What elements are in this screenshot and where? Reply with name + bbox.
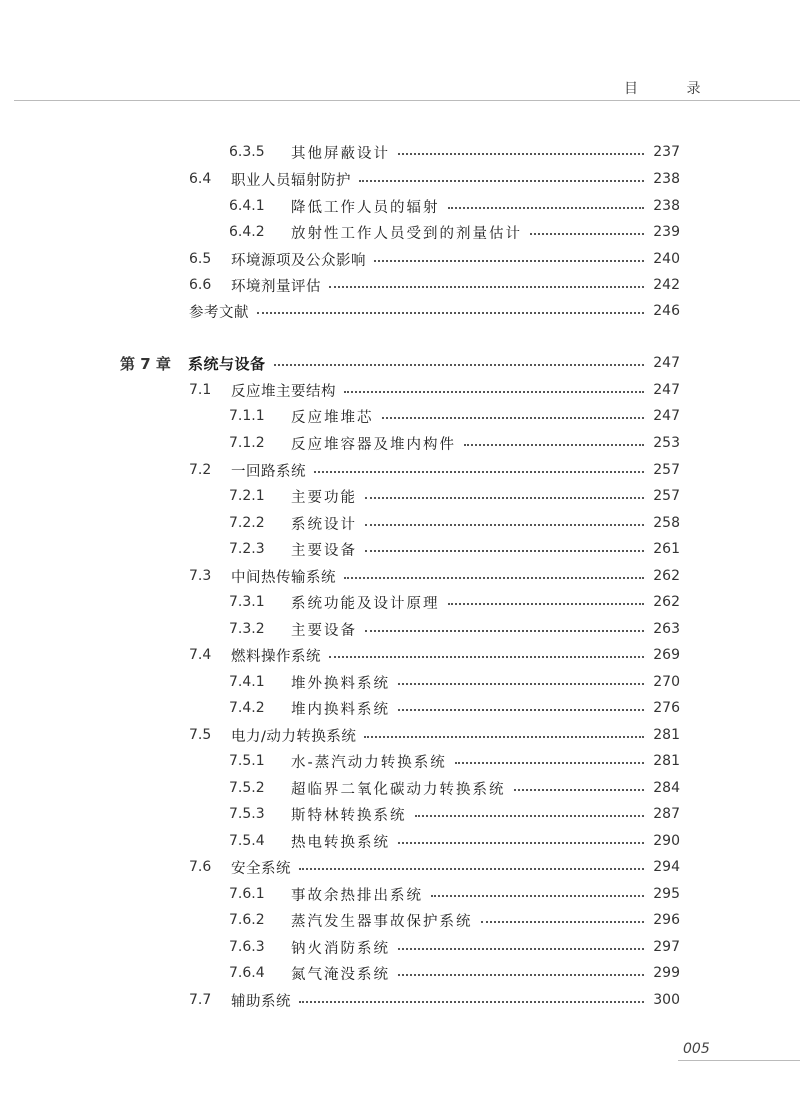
toc-entry-page: 276 <box>653 700 680 716</box>
toc-entry-number: 7.6.3 <box>229 939 265 955</box>
toc-entry-number: 7.6.2 <box>229 912 265 928</box>
toc-entry-title: 其他屏蔽设计 <box>291 145 390 162</box>
toc-entry-page: 284 <box>653 780 680 796</box>
dot-leader <box>398 683 644 685</box>
toc-entry-page: 247 <box>653 382 680 398</box>
toc-entry-number: 7.2.2 <box>229 515 265 531</box>
toc-entry-number: 7.3 <box>189 568 212 584</box>
toc-entry-page: 238 <box>653 171 680 187</box>
toc-entry <box>229 139 680 165</box>
toc-entry-number: 7.4.2 <box>229 700 265 716</box>
toc-entry <box>120 350 680 376</box>
toc-entry-page: 247 <box>653 408 680 424</box>
dot-leader <box>344 391 644 393</box>
toc-entry-page: 287 <box>653 806 680 822</box>
toc-entry-title: 反应堆堆芯 <box>291 409 374 426</box>
dot-leader <box>329 286 644 288</box>
toc-entry-number: 7.5 <box>189 727 212 743</box>
toc-entry-title: 堆外换料系统 <box>291 675 390 692</box>
toc-entry <box>189 246 680 272</box>
running-header-title: 目 录 <box>624 81 723 97</box>
toc-entry-number: 7.5.3 <box>229 806 265 822</box>
toc-entry-title: 氮气淹没系统 <box>291 966 390 983</box>
toc-entry-number: 7.1 <box>189 382 212 398</box>
toc-entry-title: 事故余热排出系统 <box>291 887 423 904</box>
toc-entry-title: 系统设计 <box>291 516 357 533</box>
toc-entry-number: 7.3.2 <box>229 621 265 637</box>
toc-entry-page: 281 <box>653 753 680 769</box>
dot-leader <box>398 974 644 976</box>
toc-entry <box>189 457 680 483</box>
toc-entry-title: 反应堆主要结构 <box>231 383 336 400</box>
toc-entry <box>229 907 680 933</box>
toc-entry-page: 269 <box>653 647 680 663</box>
dot-leader <box>359 180 644 182</box>
toc-entry-number: 7.1.2 <box>229 435 265 451</box>
dot-leader <box>382 417 645 419</box>
toc-entry <box>229 403 680 429</box>
toc-entry <box>229 483 680 509</box>
dot-leader <box>374 260 644 262</box>
toc-entry <box>189 377 680 403</box>
toc-entry-page: 239 <box>653 224 680 240</box>
toc-entry-title: 参考文献 <box>189 304 249 321</box>
toc-entry <box>229 775 680 801</box>
toc-entry-page: 262 <box>653 568 680 584</box>
toc-entry <box>189 298 680 324</box>
dot-leader <box>314 471 644 473</box>
toc-entry <box>229 828 680 854</box>
toc-entry-title: 安全系统 <box>231 860 291 877</box>
toc-entry-page: 299 <box>653 965 680 981</box>
toc-entry-number: 7.6 <box>189 859 212 875</box>
toc-entry <box>229 881 680 907</box>
dot-leader <box>398 948 644 950</box>
toc-entry-number: 6.3.5 <box>229 144 265 160</box>
page-number: 005 <box>683 1041 710 1057</box>
toc-entry <box>229 695 680 721</box>
dot-leader <box>398 842 644 844</box>
toc-entry-number: 7.7 <box>189 992 212 1008</box>
toc-entry-number: 7.6.1 <box>229 886 265 902</box>
toc-entry-page: 257 <box>653 462 680 478</box>
toc-entry-page: 257 <box>653 488 680 504</box>
dot-leader <box>365 497 644 499</box>
toc-entry-title: 钠火消防系统 <box>291 940 390 957</box>
toc-entry <box>229 748 680 774</box>
toc-entry-page: 300 <box>653 992 680 1008</box>
dot-leader <box>257 312 644 314</box>
dot-leader <box>448 207 645 209</box>
toc-entry-page: 270 <box>653 674 680 690</box>
dot-leader <box>274 364 644 366</box>
dot-leader <box>415 815 645 817</box>
dot-leader <box>365 524 644 526</box>
toc-entry-title: 系统功能及设计原理 <box>291 595 440 612</box>
toc-entry-page: 253 <box>653 435 680 451</box>
toc-entry <box>189 272 680 298</box>
toc-entry <box>229 430 680 456</box>
dot-leader <box>329 656 644 658</box>
toc-entry-page: 242 <box>653 277 680 293</box>
toc-entry-title: 主要设备 <box>291 622 357 639</box>
toc-entry <box>229 960 680 986</box>
dot-leader <box>398 709 644 711</box>
dot-leader <box>364 736 644 738</box>
toc-entry-title: 一回路系统 <box>231 463 306 480</box>
toc-entry-number: 7.5.1 <box>229 753 265 769</box>
toc-entry-title: 堆内换料系统 <box>291 701 390 718</box>
toc-entry-page: 281 <box>653 727 680 743</box>
dot-leader <box>514 789 645 791</box>
dot-leader <box>299 868 644 870</box>
toc-entry-number: 7.2 <box>189 462 212 478</box>
toc-entry <box>189 854 680 880</box>
toc-entry-number: 6.4.2 <box>229 224 265 240</box>
dot-leader <box>365 550 644 552</box>
toc-entry-title: 主要设备 <box>291 542 357 559</box>
toc-entry-page: 247 <box>653 355 680 371</box>
toc-entry <box>229 219 680 245</box>
toc-entry-page: 237 <box>653 144 680 160</box>
toc-entry <box>229 801 680 827</box>
toc-entry-title: 电力/动力转换系统 <box>231 728 357 745</box>
toc-entry-number: 7.4 <box>189 647 212 663</box>
toc-entry <box>229 193 680 219</box>
toc-entry-title: 放射性工作人员受到的剂量估计 <box>291 225 522 242</box>
toc-entry-number: 7.5.2 <box>229 780 265 796</box>
toc-entry-title: 中间热传输系统 <box>231 569 336 586</box>
toc-entry-title: 主要功能 <box>291 489 357 506</box>
toc-entry-title: 热电转换系统 <box>291 834 390 851</box>
dot-leader <box>530 233 644 235</box>
toc-entry-page: 297 <box>653 939 680 955</box>
toc-entry-number: 6.5 <box>189 251 212 267</box>
toc-entry-number: 7.6.4 <box>229 965 265 981</box>
toc-entry <box>189 987 680 1013</box>
dot-leader <box>455 762 644 764</box>
toc-entry-number: 7.1.1 <box>229 408 265 424</box>
toc-entry-title: 反应堆容器及堆内构件 <box>291 436 456 453</box>
toc-entry-title: 环境源项及公众影响 <box>231 252 366 269</box>
toc-entry <box>229 510 680 536</box>
dot-leader <box>481 921 645 923</box>
toc-entry-page: 246 <box>653 303 680 319</box>
toc-entry-number: 第 7 章 <box>120 354 171 373</box>
toc-entry <box>229 589 680 615</box>
toc-entry-page: 262 <box>653 594 680 610</box>
toc-entry <box>229 669 680 695</box>
toc-entry-page: 295 <box>653 886 680 902</box>
toc-entry-title: 辅助系统 <box>231 993 291 1010</box>
toc-entry-number: 7.2.3 <box>229 541 265 557</box>
dot-leader <box>464 444 644 446</box>
dot-leader <box>299 1001 644 1003</box>
toc-entry <box>189 166 680 192</box>
toc-entry-title: 燃料操作系统 <box>231 648 321 665</box>
toc-entry-page: 258 <box>653 515 680 531</box>
toc-entry <box>229 536 680 562</box>
toc-entry-title: 环境剂量评估 <box>231 278 321 295</box>
toc-entry-number: 7.4.1 <box>229 674 265 690</box>
footer-rule <box>678 1060 800 1061</box>
toc-entry-title: 水-蒸汽动力转换系统 <box>291 754 447 771</box>
dot-leader <box>365 630 644 632</box>
toc-entry-number: 6.4.1 <box>229 198 265 214</box>
toc-entry-page: 294 <box>653 859 680 875</box>
toc-entry-title: 斯特林转换系统 <box>291 807 407 824</box>
toc-entry-title: 蒸汽发生器事故保护系统 <box>291 913 473 930</box>
toc-entry-number: 7.2.1 <box>229 488 265 504</box>
toc-entry <box>189 642 680 668</box>
toc-entry-number: 7.5.4 <box>229 833 265 849</box>
dot-leader <box>344 577 644 579</box>
toc-entry <box>189 563 680 589</box>
toc-entry <box>229 616 680 642</box>
toc-entry-title: 职业人员辐射防护 <box>231 172 351 189</box>
toc-entry <box>229 934 680 960</box>
toc-entry-page: 296 <box>653 912 680 928</box>
toc-entry-page: 238 <box>653 198 680 214</box>
toc-entry-page: 240 <box>653 251 680 267</box>
dot-leader <box>431 895 644 897</box>
dot-leader <box>448 603 645 605</box>
dot-leader <box>398 153 644 155</box>
toc-entry-number: 7.3.1 <box>229 594 265 610</box>
toc-entry-page: 290 <box>653 833 680 849</box>
toc-entry-page: 261 <box>653 541 680 557</box>
toc-entry-title: 系统与设备 <box>188 354 266 373</box>
toc-entry-title: 超临界二氧化碳动力转换系统 <box>291 781 506 798</box>
toc-entry-number: 6.6 <box>189 277 212 293</box>
toc-entry-number: 6.4 <box>189 171 212 187</box>
toc-entry-page: 263 <box>653 621 680 637</box>
toc-entry-title: 降低工作人员的辐射 <box>291 199 440 216</box>
toc-entry <box>189 722 680 748</box>
